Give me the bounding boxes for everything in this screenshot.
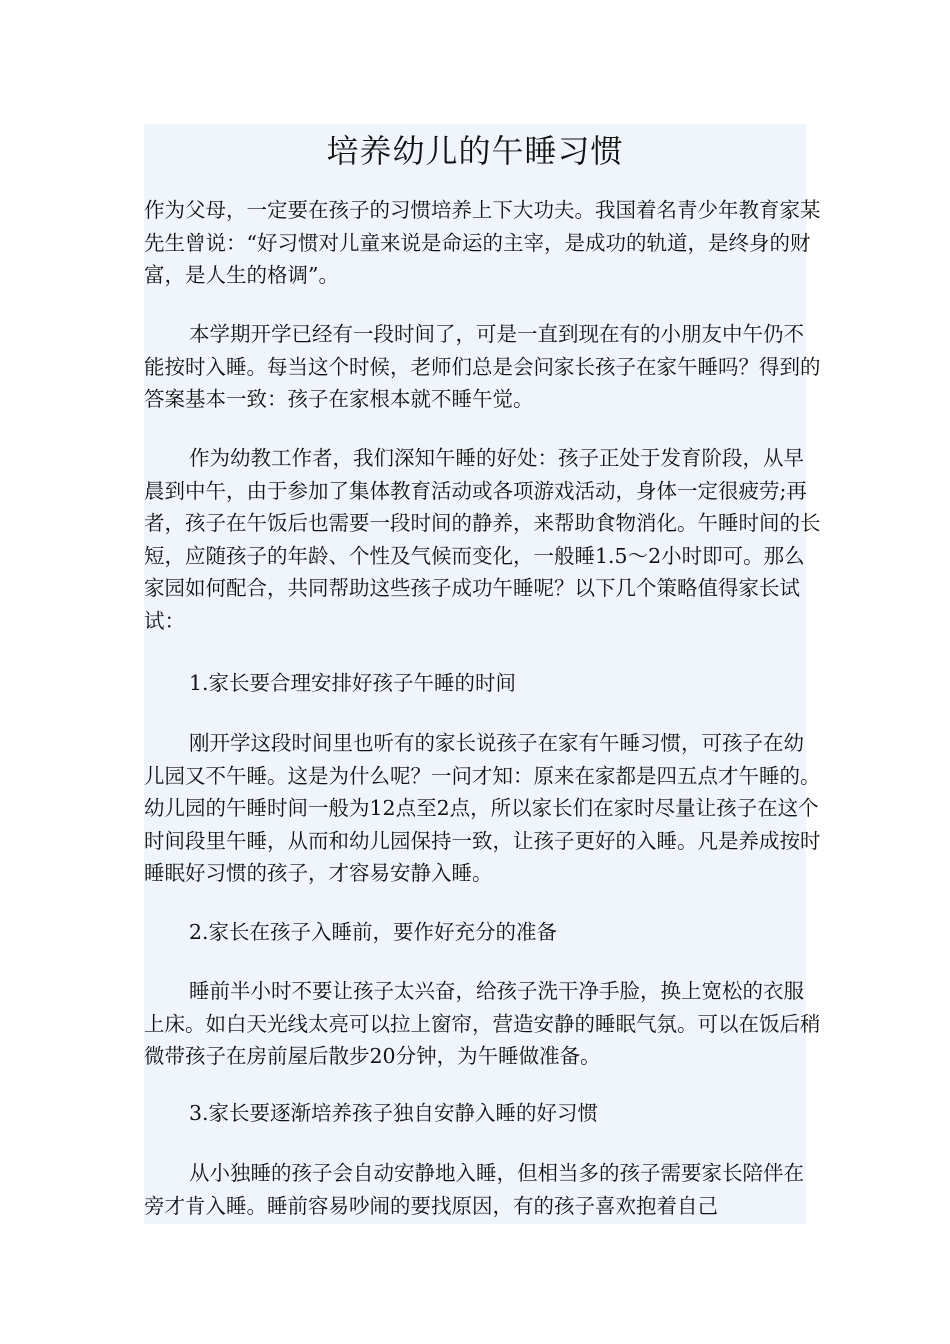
section-heading-1: 1.家长要合理安排好孩子午睡的时间 [189,671,517,695]
section-heading-3: 3.家长要逐渐培养孩子独自安静入睡的好习惯 [189,1101,599,1125]
paragraph-benefits: 作为幼教工作者，我们深知午睡的好处：孩子正处于发育阶段，从早晨到中午，由于参加了集体教育活动或各项游戏活动，身体一定很疲劳;再者，孩子在午饭后也需要一段时间的静养，来帮助食物消化。午睡时间的长短，应随孩子的年龄、个性及气候而变化，一般睡1.5～2小时即可。那么家园如何配合，共同帮助这些孩子成功午睡呢？以下几个策略值得家长试试： [144,446,821,633]
section-heading-2: 2.家长在孩子入睡前，要作好充分的准备 [189,920,558,944]
paragraph-intro: 作为父母，一定要在孩子的习惯培养上下大功夫。我国着名青少年教育家某先生曾说：“好习惯对儿童来说是命运的主宰，是成功的轨道，是终身的财富，是人生的格调”。 [144,198,821,287]
paragraph-semester: 本学期开学已经有一段时间了，可是一直到现在有的小朋友中午仍不能按时入睡。每当这个时候，老师们总是会问家长孩子在家午睡吗？得到的答案基本一致：孩子在家根本就不睡午觉。 [144,322,821,411]
paragraph-preparation: 睡前半小时不要让孩子太兴奋，给孩子洗干净手脸，换上宽松的衣服上床。如白天光线太亮可以拉上窗帘，营造安静的睡眠气氛。可以在饭后稍微带孩子在房前屋后散步20分钟，为午睡做准备。 [144,979,821,1068]
paragraph-independent-sleep: 从小独睡的孩子会自动安静地入睡，但相当多的孩子需要家长陪伴在旁才肯入睡。睡前容易吵闹的要找原因，有的孩子喜欢抱着自己 [144,1161,804,1218]
paragraph-schedule: 刚开学这段时间里也听有的家长说孩子在家有午睡习惯，可孩子在幼儿园又不午睡。这是为什么呢？一问才知：原来在家都是四五点才午睡的。幼儿园的午睡时间一般为12点至2点，所以家长们在家时尽量让孩子在这个时间段里午睡，从而和幼儿园保持一致，让孩子更好的入睡。凡是养成按时睡眠好习惯的孩子，才容易安静入睡。 [144,731,821,885]
document-title: 培养幼儿的午睡习惯 [326,132,624,170]
